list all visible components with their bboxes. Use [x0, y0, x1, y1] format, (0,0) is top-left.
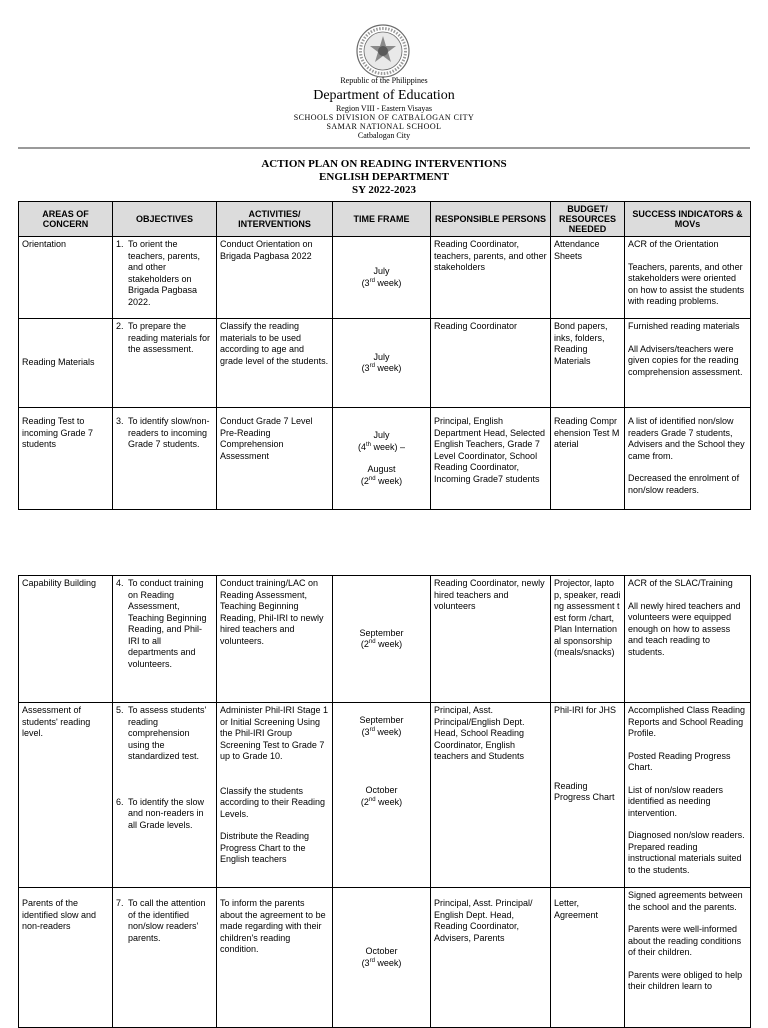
- doc-subtitle-dept: ENGLISH DEPARTMENT: [319, 171, 449, 183]
- indicator-text: A list of identified non/slow readers Grade 7 students, Advisers and the School they came from.: [628, 416, 745, 461]
- area-cell: Assessment of students' reading level.: [19, 703, 113, 888]
- table-row: [19, 576, 751, 703]
- budget-cell: Bond papers, inks, folders, Reading Materials: [551, 319, 625, 408]
- table-header-row: [19, 202, 751, 237]
- col-header-areas: AREAS OF CONCERN: [19, 202, 113, 237]
- objective-number: 5.: [116, 705, 124, 715]
- activity-cell: [217, 703, 333, 888]
- budget-text: Phil-IRI for JHS: [554, 705, 617, 715]
- objective-number: 2.: [116, 321, 124, 331]
- department-name: Department of Education: [313, 88, 455, 103]
- activity-cell: Classify the reading materials to be used according to age and grade level of the students.: [217, 319, 333, 408]
- doc-title: ACTION PLAN ON READING INTERVENTIONS: [261, 158, 507, 170]
- persons-cell: Principal, Asst. Principal/English Dept. Head, School Reading Coordinator, English teachers and Students: [431, 703, 551, 888]
- objective-text: To orient the teachers, parents, and other stakeholders on Brigada Pagbasa 2022.: [128, 239, 201, 307]
- col-header-time: TIME FRAME: [333, 202, 431, 237]
- indicator-text: Posted Reading Progress Chart.: [628, 750, 731, 772]
- objective-text: To prepare the reading materials for the assessment.: [128, 321, 211, 354]
- indicator-text: Accomplished Class Reading Reports and School Reading Profile.: [628, 705, 746, 738]
- time-week: (3rd week): [361, 726, 402, 737]
- time-month: September: [359, 715, 404, 725]
- region-line: Region VIII - Eastern Visayas: [335, 104, 433, 113]
- persons-cell: Principal, English Department Head, Selected English Teachers, Grade 7 Level Coordinator, School Reading Coordinator, Incoming Grade7 students: [431, 408, 551, 510]
- indicator-text: All Advisers/teachers were given copies for the reading comprehension assessment.: [628, 343, 743, 377]
- objective-number: 3.: [116, 416, 124, 426]
- time-month: August: [367, 464, 396, 474]
- objective-text: To identify the slow and non-readers in all Grade levels.: [128, 796, 205, 830]
- budget-cell: Attendance Sheets: [551, 237, 625, 319]
- objective-text: To conduct training on Reading Assessment, Teaching Beginning Reading, and Phil-IRI to all departments and volunteers.: [128, 578, 207, 669]
- persons-cell: Reading Coordinator, newly hired teachers and volunteers: [431, 576, 551, 703]
- objective-number: 6.: [116, 796, 124, 807]
- objective-cell: [113, 703, 217, 888]
- persons-cell: Reading Coordinator, teachers, parents, and other stakeholders: [431, 237, 551, 319]
- indicator-text: Teachers, parents, and other stakeholders were oriented on how to assist the students with reading problems.: [628, 261, 745, 306]
- indicator-text: Parents were obliged to help their children learn to: [628, 969, 743, 991]
- activity-cell: To inform the parents about the agreement to be made regarding with their children's reading condition.: [217, 888, 333, 1028]
- school-line: SAMAR NATIONAL SCHOOL: [326, 122, 442, 131]
- budget-cell: Projector, laptop, speaker, reading assessment test form /chart, Plan International sponsorship (meals/snacks): [551, 576, 625, 703]
- table-row: [19, 408, 751, 510]
- objective-cell: [113, 576, 217, 703]
- time-week: (2nd week): [360, 639, 403, 649]
- time-month: July: [373, 351, 390, 362]
- persons-cell: Reading Coordinator: [431, 319, 551, 408]
- activity-cell: Conduct Grade 7 Level Pre-Reading Comprehension Assessment: [217, 408, 333, 510]
- indicators-cell: [625, 576, 751, 703]
- deped-seal-logo: [356, 24, 410, 78]
- objective-cell: [113, 408, 217, 510]
- table-row: [19, 703, 751, 888]
- time-frame-cell: [333, 408, 431, 510]
- objective-cell: [113, 237, 217, 319]
- time-month: July: [373, 430, 390, 440]
- activity-text: Distribute the Reading Progress Chart to the English teachers: [220, 831, 310, 864]
- time-month: September: [359, 627, 404, 638]
- objective-number: 4.: [116, 578, 124, 588]
- col-header-indicators: SUCCESS INDICATORS & MOVs: [625, 202, 751, 237]
- activity-cell: Conduct Orientation on Brigada Pagbasa 2022: [217, 237, 333, 319]
- objective-number: 1.: [116, 239, 124, 249]
- doc-subtitle-sy: SY 2022-2023: [351, 184, 417, 196]
- area-cell: Capability Building: [19, 576, 113, 703]
- time-week: (4th week) –: [357, 441, 406, 452]
- objective-text: To call the attention of the identified non/slow readers' parents.: [128, 898, 206, 943]
- activity-text: Administer Phil-IRI Stage 1 or Initial Screening Using the Phil-IRI Group Screening Test to Grade 7 up to Grade 10.: [220, 705, 329, 761]
- budget-cell: [551, 703, 625, 888]
- time-frame-cell: [333, 237, 431, 319]
- area-cell: Reading Test to incoming Grade 7 students: [19, 408, 113, 510]
- area-cell: Parents of the identified slow and non-readers: [19, 888, 113, 1028]
- time-week: (2nd week): [360, 475, 403, 486]
- col-header-objectives: OBJECTIVES: [113, 202, 217, 237]
- header-divider: [18, 147, 750, 149]
- indicator-text: Parents were well-informed about the reading conditions of their children.: [628, 924, 742, 957]
- time-month: October: [365, 785, 398, 795]
- activity-text: Classify the students according to their Reading Levels.: [220, 785, 326, 819]
- persons-cell: Principal, Asst. Principal/ English Dept. Head, Reading Coordinator, Advisers, Parents: [431, 888, 551, 1028]
- indicators-cell: [625, 703, 751, 888]
- indicator-text: Decreased the enrolment of non/slow readers.: [628, 473, 740, 495]
- time-frame-cell: [333, 888, 431, 1028]
- division-line: SCHOOLS DIVISION OF CATBALOGAN CITY: [293, 113, 475, 122]
- objective-cell: [113, 319, 217, 408]
- objective-text: To assess students' reading comprehension using the standardized test.: [128, 705, 207, 761]
- republic-line: Republic of the Philippines: [340, 76, 428, 85]
- col-header-persons: RESPONSIBLE PERSONS: [431, 202, 551, 237]
- activity-cell: Conduct training/LAC on Reading Assessment, Teaching Beginning Reading, Phil-IRI to newly hired teachers and volunteers.: [217, 576, 333, 703]
- indicator-text: ACR of the Orientation: [628, 239, 719, 249]
- objective-cell: [113, 888, 217, 1028]
- time-frame-cell: [333, 319, 431, 408]
- budget-text: Reading Progress Chart: [554, 780, 615, 802]
- budget-cell: Reading Comprehension Test Material: [551, 408, 625, 510]
- indicator-text: Diagnosed non/slow readers. Prepared reading instructional materials suited to the students.: [628, 830, 745, 875]
- indicator-text: List of non/slow readers identified as needing intervention.: [628, 784, 724, 818]
- time-frame-cell: [333, 703, 431, 888]
- time-month: October: [365, 946, 398, 956]
- col-header-activities: ACTIVITIES/ INTERVENTIONS: [217, 202, 333, 237]
- table-row: [19, 888, 751, 1028]
- indicator-text: Furnished reading materials: [628, 321, 740, 331]
- action-plan-table-page1: [18, 201, 751, 510]
- indicator-text: Signed agreements between the school and the parents.: [628, 890, 743, 912]
- budget-cell: Letter, Agreement: [551, 888, 625, 1028]
- table-row: [19, 319, 751, 408]
- objective-text: To identify slow/non-readers to incoming Grade 7 students.: [128, 416, 210, 449]
- indicators-cell: [625, 237, 751, 319]
- time-week: (3rd week): [361, 277, 402, 288]
- indicators-cell: [625, 408, 751, 510]
- city-line: Catbalogan City: [357, 131, 411, 140]
- objective-number: 7.: [116, 898, 124, 908]
- time-week: (3rd week): [361, 957, 402, 968]
- area-cell: Orientation: [19, 237, 113, 319]
- time-month: July: [373, 266, 390, 276]
- action-plan-table-page2: [18, 575, 751, 1028]
- time-week: (3rd week): [361, 363, 402, 373]
- col-header-budget: BUDGET/ RESOURCES NEEDED: [551, 202, 625, 237]
- table-row: [19, 237, 751, 319]
- time-frame-cell: [333, 576, 431, 703]
- area-cell: Reading Materials: [19, 319, 113, 408]
- indicators-cell: [625, 319, 751, 408]
- indicators-cell: [625, 888, 751, 1028]
- indicator-text: All newly hired teachers and volunteers were equipped enough on how to assess and teach reading to students.: [628, 600, 741, 657]
- indicator-text: ACR of the SLAC/Training: [628, 578, 733, 588]
- time-week: (2nd week): [360, 796, 403, 807]
